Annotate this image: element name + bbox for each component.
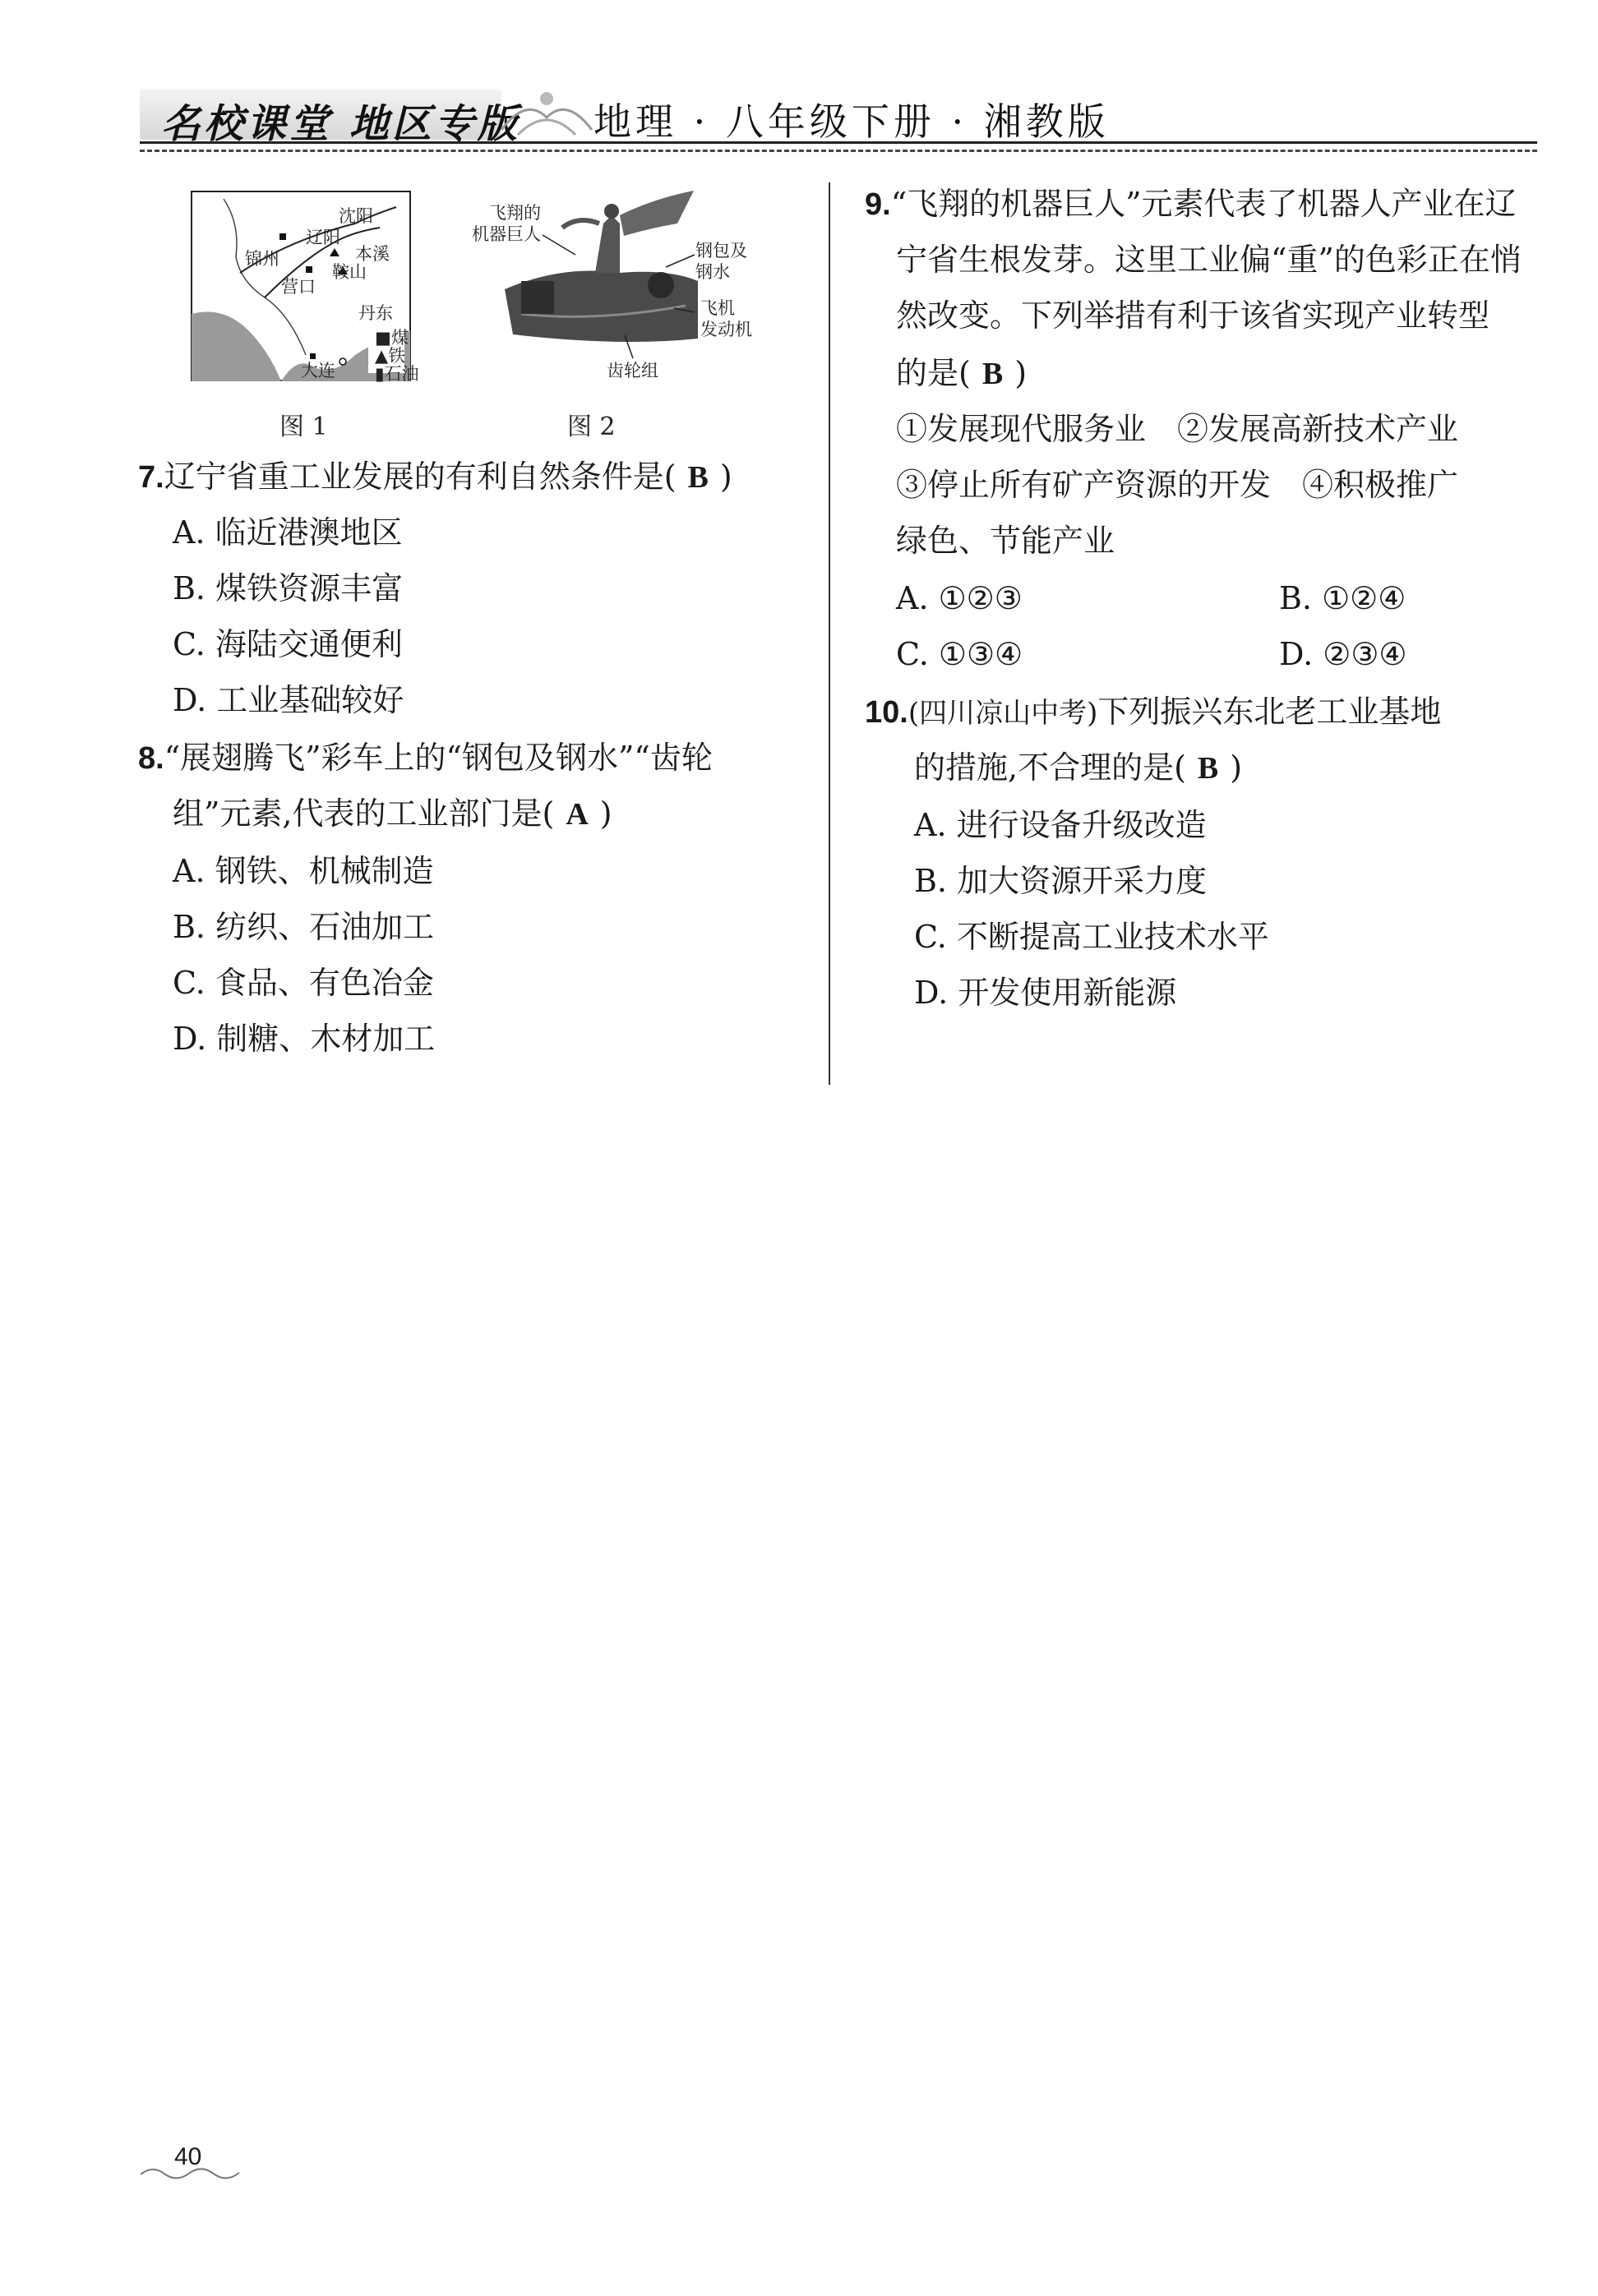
question-8-option-b: B. 纺织、石油加工	[173, 909, 435, 945]
header-subject: 地理 · 八年级下册 · 湘教版	[593, 99, 1110, 144]
question-9-option-c: C. ①③④	[896, 636, 1023, 672]
map-city-benxi: 本溪	[355, 244, 390, 264]
question-10-stem-line2: 的措施,不合理的是( B )	[914, 749, 1243, 786]
question-9-option-b: B. ①②④	[1279, 580, 1406, 616]
question-7-option-c: C. 海陆交通便利	[173, 626, 403, 662]
question-10-option-c: C. 不断提高工业技术水平	[914, 919, 1269, 955]
page-number: 40	[174, 2143, 202, 2170]
column-divider	[829, 182, 830, 1085]
figure-1-caption: 图 1	[279, 413, 328, 441]
question-8-stem-line2: 组”元素,代表的工业部门是( A )	[173, 795, 612, 832]
map-city-shenyang: 沈阳	[339, 206, 373, 226]
question-9-number: 9.	[865, 187, 891, 222]
question-7-option-b: B. 煤铁资源丰富	[173, 570, 404, 606]
footer-ornament-icon	[136, 2165, 243, 2183]
question-10-stem-line1: 10.(四川凉山中考)下列振兴东北老工业基地	[865, 694, 1442, 730]
question-8-number: 8.	[138, 741, 164, 776]
map-city-dalian: 大连	[301, 361, 335, 380]
map-city-jinzhou: 锦州	[245, 249, 279, 269]
map-city-liaoyang: 辽阳	[306, 228, 340, 247]
question-9-stem-line3: 然改变。下列举措有利于该省实现产业转型	[896, 297, 1490, 334]
question-8-option-c: C. 食品、有色冶金	[173, 965, 434, 1001]
fig2-label-steel: 钢包及 钢水	[695, 241, 747, 282]
map-legend-coal: ■煤	[375, 328, 409, 348]
question-10-source: (四川凉山中考)	[908, 697, 1098, 730]
question-8-answer: A	[566, 797, 589, 832]
map-legend-iron: ▲铁	[375, 346, 406, 366]
question-8-stem-line1: 8.“展翅腾飞”彩车上的“钢包及钢水”“齿轮	[138, 740, 713, 776]
question-10-option-a: A. 进行设备升级改造	[914, 807, 1207, 843]
question-10-number: 10.	[865, 695, 908, 730]
question-10-option-d: D. 开发使用新能源	[914, 975, 1177, 1011]
question-9-stem-line2: 宁省生根发芽。这里工业偏“重”的色彩正在悄	[896, 242, 1522, 278]
map-city-yingkou: 营口	[281, 277, 316, 297]
fig2-label-gear: 齿轮组	[607, 361, 658, 380]
map-city-dandong: 丹东	[358, 303, 393, 323]
map-legend-oil: ▮石油	[375, 364, 419, 384]
map-city-anshan: 鞍山	[332, 262, 367, 282]
question-7-option-a: A. 临近港澳地区	[173, 514, 403, 551]
figure-2-caption: 图 2	[567, 413, 616, 441]
header-ornament-icon	[493, 81, 600, 146]
question-9-stem-line4: 的是( B )	[896, 355, 1028, 391]
question-9-option-a: A. ①②③	[896, 580, 1023, 616]
question-10-option-b: B. 加大资源开采力度	[914, 863, 1208, 899]
question-9-answer: B	[981, 357, 1004, 391]
question-7-answer: B	[687, 460, 709, 495]
question-7-number: 7.	[138, 460, 164, 495]
fig2-label-robot: 飞翔的 机器巨人	[472, 203, 541, 244]
question-9-items-line3: 绿色、节能产业	[896, 523, 1115, 559]
header-brand: 名校课堂 地区专版	[161, 101, 520, 147]
question-8-option-d: D. 制糖、木材加工	[173, 1021, 436, 1057]
fig2-label-engine: 飞机 发动机	[700, 298, 752, 339]
header-rule	[140, 141, 1537, 144]
question-8-option-a: A. 钢铁、机械制造	[173, 853, 434, 889]
question-9-option-d: D. ②③④	[1279, 636, 1407, 672]
question-7-stem: 7.辽宁省重工业发展的有利自然条件是( B )	[138, 459, 732, 495]
question-9-items-line1: ①发展现代服务业 ②发展高新技术产业	[896, 411, 1459, 447]
fig2-leader-lines	[526, 230, 707, 362]
header-dashed-rule	[140, 150, 1537, 152]
question-7-option-d: D. 工业基础较好	[173, 682, 404, 718]
question-9-stem-line1: 9.“飞翔的机器巨人”元素代表了机器人产业在辽	[865, 186, 1517, 222]
question-10-answer: B	[1197, 751, 1219, 786]
question-9-items-line2: ③停止所有矿产资源的开发 ④积极推广	[896, 467, 1459, 503]
